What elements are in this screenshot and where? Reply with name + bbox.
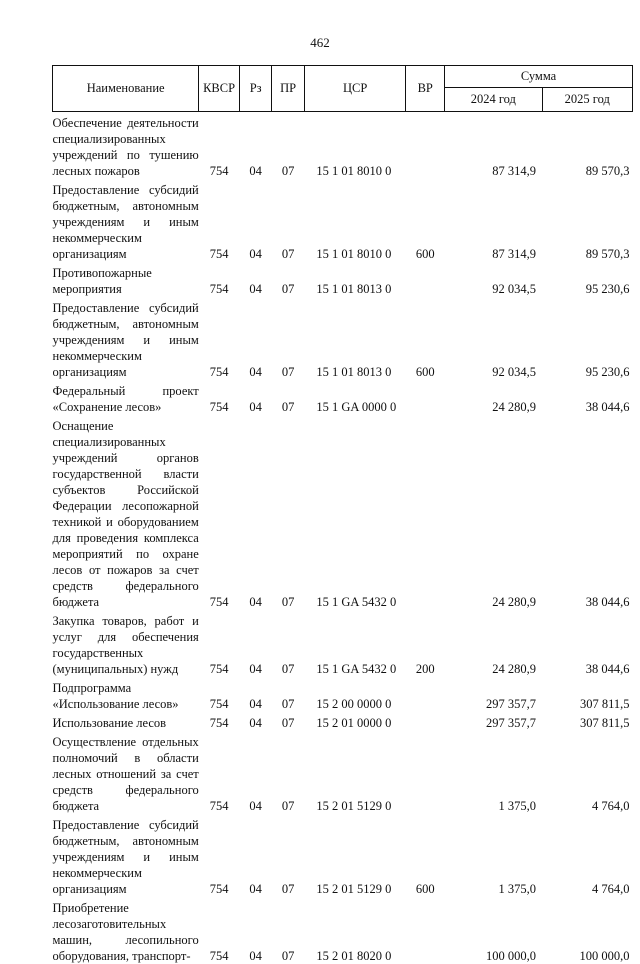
row-name: Использование лесов	[53, 712, 199, 731]
row-rz: 04	[239, 380, 272, 415]
row-vr: 600	[406, 814, 445, 897]
row-pr: 07	[272, 897, 305, 964]
row-name: Федеральный проект «Сохранение лесов»	[53, 380, 199, 415]
row-rz: 04	[239, 179, 272, 262]
row-sum-2025: 89 570,3	[542, 179, 632, 262]
row-name: Предоставление субсидий бюджетным, автономным учреждениям и иным некоммерческим организациям	[53, 814, 199, 897]
row-kvsr: 754	[199, 380, 240, 415]
table-row	[53, 380, 633, 415]
row-sum-2025: 4 764,0	[542, 814, 632, 897]
table-row	[53, 297, 633, 380]
row-vr	[406, 677, 445, 712]
row-pr: 07	[272, 112, 305, 180]
page-number: 462	[0, 35, 640, 51]
row-sum-2025: 307 811,5	[542, 712, 632, 731]
row-rz: 04	[239, 610, 272, 677]
row-kvsr: 754	[199, 731, 240, 814]
header-csr: ЦСР	[304, 66, 406, 112]
row-rz: 04	[239, 814, 272, 897]
row-vr: 600	[406, 297, 445, 380]
row-sum-2024: 24 280,9	[445, 415, 543, 610]
row-name: Противопожарные мероприятия	[53, 262, 199, 297]
row-sum-2024: 92 034,5	[445, 297, 543, 380]
row-vr	[406, 731, 445, 814]
row-sum-2025: 95 230,6	[542, 297, 632, 380]
row-sum-2025: 38 044,6	[542, 380, 632, 415]
row-rz: 04	[239, 415, 272, 610]
header-name: Наименование	[53, 66, 199, 112]
row-sum-2025: 38 044,6	[542, 610, 632, 677]
row-rz: 04	[239, 712, 272, 731]
row-csr: 15 1 01 8010 0	[304, 112, 406, 180]
header-pr: ПР	[272, 66, 305, 112]
row-name: Предоставление субсидий бюджетным, автономным учреждениям и иным некоммерческим организациям	[53, 179, 199, 262]
row-csr: 15 2 00 0000 0	[304, 677, 406, 712]
row-csr: 15 2 01 8020 0	[304, 897, 406, 964]
row-pr: 07	[272, 297, 305, 380]
row-rz: 04	[239, 731, 272, 814]
row-sum-2025: 307 811,5	[542, 677, 632, 712]
row-csr: 15 2 01 0000 0	[304, 712, 406, 731]
row-kvsr: 754	[199, 814, 240, 897]
row-kvsr: 754	[199, 112, 240, 180]
table-row	[53, 415, 633, 610]
row-name: Предоставление субсидий бюджетным, автономным учреждениям и иным некоммерческим организациям	[53, 297, 199, 380]
row-kvsr: 754	[199, 262, 240, 297]
row-rz: 04	[239, 112, 272, 180]
row-csr: 15 2 01 5129 0	[304, 731, 406, 814]
table-row	[53, 610, 633, 677]
row-vr	[406, 415, 445, 610]
row-pr: 07	[272, 712, 305, 731]
table-row	[53, 814, 633, 897]
table-row	[53, 897, 633, 964]
table-row	[53, 262, 633, 297]
row-sum-2024: 92 034,5	[445, 262, 543, 297]
table-header	[53, 66, 633, 112]
header-kvsr: КВСР	[199, 66, 240, 112]
row-vr: 200	[406, 610, 445, 677]
row-pr: 07	[272, 380, 305, 415]
row-pr: 07	[272, 814, 305, 897]
row-sum-2025: 95 230,6	[542, 262, 632, 297]
row-pr: 07	[272, 731, 305, 814]
row-name: Подпрограмма «Использование лесов»	[53, 677, 199, 712]
row-sum-2024: 100 000,0	[445, 897, 543, 964]
row-sum-2025: 89 570,3	[542, 112, 632, 180]
row-sum-2024: 297 357,7	[445, 677, 543, 712]
table-row	[53, 677, 633, 712]
row-rz: 04	[239, 297, 272, 380]
table-row	[53, 712, 633, 731]
row-vr	[406, 262, 445, 297]
row-sum-2025: 38 044,6	[542, 415, 632, 610]
row-sum-2025: 4 764,0	[542, 731, 632, 814]
row-sum-2024: 297 357,7	[445, 712, 543, 731]
row-name: Осуществление отдельных полномочий в области лесных отношений за счет средств федерального бюджета	[53, 731, 199, 814]
row-kvsr: 754	[199, 677, 240, 712]
row-sum-2024: 24 280,9	[445, 380, 543, 415]
budget-table	[52, 65, 633, 964]
header-sum: Сумма	[445, 66, 633, 88]
table-row	[53, 179, 633, 262]
row-pr: 07	[272, 610, 305, 677]
row-csr: 15 1 GA 5432 0	[304, 415, 406, 610]
row-sum-2024: 24 280,9	[445, 610, 543, 677]
table-body	[53, 112, 633, 964]
row-rz: 04	[239, 897, 272, 964]
row-rz: 04	[239, 262, 272, 297]
row-sum-2024: 1 375,0	[445, 731, 543, 814]
table-row	[53, 112, 633, 180]
row-vr	[406, 897, 445, 964]
row-csr: 15 1 GA 0000 0	[304, 380, 406, 415]
row-csr: 15 2 01 5129 0	[304, 814, 406, 897]
row-vr	[406, 380, 445, 415]
row-sum-2025: 100 000,0	[542, 897, 632, 964]
row-sum-2024: 87 314,9	[445, 179, 543, 262]
row-kvsr: 754	[199, 179, 240, 262]
row-name: Обеспечение деятельности специализированных учреждений по тушению лесных пожаров	[53, 112, 199, 180]
row-kvsr: 754	[199, 297, 240, 380]
row-vr	[406, 112, 445, 180]
table-row	[53, 731, 633, 814]
row-csr: 15 1 01 8013 0	[304, 297, 406, 380]
row-pr: 07	[272, 262, 305, 297]
row-csr: 15 1 01 8013 0	[304, 262, 406, 297]
row-name: Приобретение лесозаготовительных машин, лесопильного оборудования, транспорт-	[53, 897, 199, 964]
row-kvsr: 754	[199, 712, 240, 731]
row-pr: 07	[272, 677, 305, 712]
row-vr: 600	[406, 179, 445, 262]
row-kvsr: 754	[199, 897, 240, 964]
row-name: Закупка товаров, работ и услуг для обеспечения государственных (муниципальных) нужд	[53, 610, 199, 677]
header-year-2024: 2024 год	[445, 88, 543, 112]
row-pr: 07	[272, 415, 305, 610]
row-rz: 04	[239, 677, 272, 712]
row-kvsr: 754	[199, 610, 240, 677]
header-year-2025: 2025 год	[542, 88, 632, 112]
header-rz: Рз	[239, 66, 272, 112]
row-pr: 07	[272, 179, 305, 262]
row-csr: 15 1 GA 5432 0	[304, 610, 406, 677]
row-sum-2024: 1 375,0	[445, 814, 543, 897]
row-vr	[406, 712, 445, 731]
row-name: Оснащение специализированных учреждений органов государственной власти субъектов Российской Федерации лесопожарной техникой и оборудованием для проведения комплекса мероприятий по охране лесов от пожаров за счет средств федерального бюджета	[53, 415, 199, 610]
row-kvsr: 754	[199, 415, 240, 610]
row-sum-2024: 87 314,9	[445, 112, 543, 180]
header-vr: ВР	[406, 66, 445, 112]
row-csr: 15 1 01 8010 0	[304, 179, 406, 262]
